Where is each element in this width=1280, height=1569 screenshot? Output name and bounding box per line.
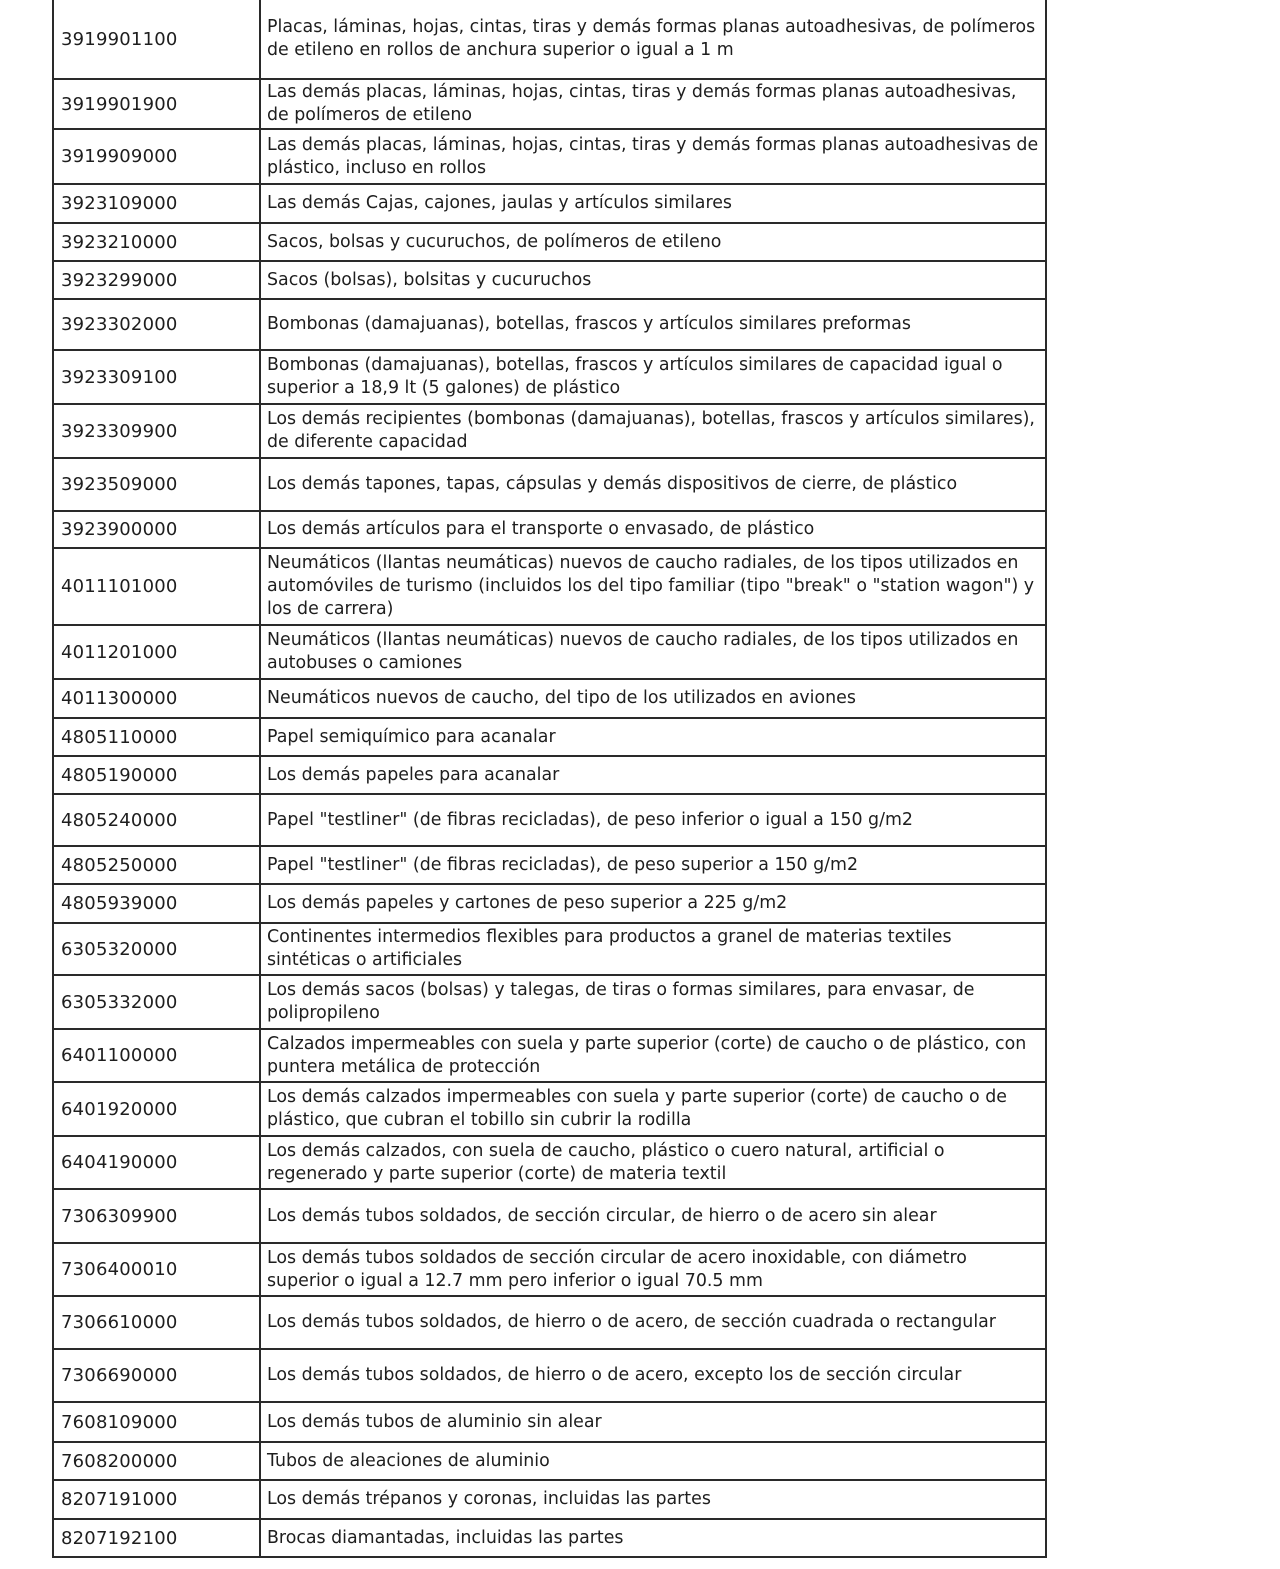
product-description: Brocas diamantadas, incluidas las partes [260,1519,1046,1557]
tariff-code: 4805939000 [53,884,260,923]
product-description: Los demás papeles y cartones de peso superior a 225 g/m2 [260,884,1046,923]
tariff-code: 4805190000 [53,756,260,794]
table-row [53,299,1046,350]
table-row [53,884,1046,923]
table-row [53,511,1046,548]
product-description: Los demás calzados impermeables con suela y parte superior (corte) de caucho o de plástico, que cubran el tobillo sin cubrir la rodilla [260,1082,1046,1136]
tariff-code: 3919909000 [53,129,260,184]
table-row [53,1189,1046,1243]
product-description: Bombonas (damajuanas), botellas, frascos y artículos similares de capacidad igual o superior a 18,9 lt (5 galones) de plástico [260,350,1046,404]
tariff-code: 3923302000 [53,299,260,350]
product-description: Neumáticos (llantas neumáticas) nuevos de caucho radiales, de los tipos utilizados en automóviles de turismo (incluidos los del tipo familiar (tipo "break" o "station wagon") y los de carrera) [260,548,1046,625]
product-description: Los demás tubos soldados de sección circular de acero inoxidable, con diámetro superior o igual a 12.7 mm pero inferior o igual 70.5 mm [260,1243,1046,1296]
tariff-code: 6404190000 [53,1136,260,1189]
tariff-code: 7306400010 [53,1243,260,1296]
table-row [53,1082,1046,1136]
product-description: Los demás tubos soldados, de hierro o de acero, de sección cuadrada o rectangular [260,1296,1046,1349]
tariff-code: 4011101000 [53,548,260,625]
product-description: Tubos de aleaciones de aluminio [260,1442,1046,1480]
table-row [53,923,1046,975]
table-row [53,223,1046,261]
product-description: Placas, láminas, hojas, cintas, tiras y demás formas planas autoadhesivas, de polímeros de etileno en rollos de anchura superior o igual a 1 m [260,0,1046,79]
table-row [53,718,1046,756]
table-row [53,756,1046,794]
product-description: Los demás recipientes (bombonas (damajuanas), botellas, frascos y artículos similares), de diferente capacidad [260,404,1046,458]
tariff-code: 6401100000 [53,1029,260,1082]
tariff-code: 3923509000 [53,458,260,511]
table-row [53,0,1046,79]
table-row [53,404,1046,458]
product-description: Los demás calzados, con suela de caucho, plástico o cuero natural, artificial o regenerado y parte superior (corte) de materia textil [260,1136,1046,1189]
product-description: Neumáticos nuevos de caucho, del tipo de los utilizados en aviones [260,679,1046,718]
tariff-code: 4011201000 [53,625,260,679]
product-description: Papel semiquímico para acanalar [260,718,1046,756]
tariff-code: 4805250000 [53,846,260,884]
table-row [53,1243,1046,1296]
tariff-code: 3919901900 [53,79,260,129]
table-row [53,261,1046,299]
tariff-code: 4805110000 [53,718,260,756]
table-row [53,679,1046,718]
table-row [53,1349,1046,1402]
product-description: Sacos (bolsas), bolsitas y cucuruchos [260,261,1046,299]
tariff-code: 8207191000 [53,1480,260,1519]
table-row [53,794,1046,846]
product-description: Los demás sacos (bolsas) y talegas, de tiras o formas similares, para envasar, de polipropileno [260,975,1046,1029]
tariff-code: 3923210000 [53,223,260,261]
table-row [53,1442,1046,1480]
product-description: Los demás artículos para el transporte o envasado, de plástico [260,511,1046,548]
tariff-code: 3919901100 [53,0,260,79]
table-row [53,184,1046,223]
table-row [53,458,1046,511]
product-description: Los demás tubos soldados, de hierro o de acero, excepto los de sección circular [260,1349,1046,1402]
table-row [53,1402,1046,1442]
tariff-code: 3923109000 [53,184,260,223]
table-row [53,975,1046,1029]
product-description: Los demás tubos de aluminio sin alear [260,1402,1046,1442]
tariff-code: 3923309900 [53,404,260,458]
tariff-code: 7608109000 [53,1402,260,1442]
tariff-code: 6305320000 [53,923,260,975]
tariff-code: 7608200000 [53,1442,260,1480]
product-description: Los demás tapones, tapas, cápsulas y demás dispositivos de cierre, de plástico [260,458,1046,511]
product-description: Bombonas (damajuanas), botellas, frascos y artículos similares preformas [260,299,1046,350]
tariff-code: 4805240000 [53,794,260,846]
product-description: Las demás Cajas, cajones, jaulas y artículos similares [260,184,1046,223]
product-description: Neumáticos (llantas neumáticas) nuevos de caucho radiales, de los tipos utilizados en autobuses o camiones [260,625,1046,679]
product-description: Los demás papeles para acanalar [260,756,1046,794]
product-description: Papel "testliner" (de fibras recicladas), de peso inferior o igual a 150 g/m2 [260,794,1046,846]
tariff-code: 7306690000 [53,1349,260,1402]
tariff-code: 7306309900 [53,1189,260,1243]
table-row [53,350,1046,404]
product-description: Los demás tubos soldados, de sección circular, de hierro o de acero sin alear [260,1189,1046,1243]
tariff-table [52,0,1047,1558]
tariff-code: 8207192100 [53,1519,260,1557]
table-row [53,1296,1046,1349]
table-row [53,846,1046,884]
tariff-code: 6401920000 [53,1082,260,1136]
table-row [53,1519,1046,1557]
table-row [53,1480,1046,1519]
tariff-code: 3923900000 [53,511,260,548]
product-description: Sacos, bolsas y cucuruchos, de polímeros de etileno [260,223,1046,261]
product-description: Las demás placas, láminas, hojas, cintas, tiras y demás formas planas autoadhesivas de plástico, incluso en rollos [260,129,1046,184]
product-description: Calzados impermeables con suela y parte superior (corte) de caucho o de plástico, con puntera metálica de protección [260,1029,1046,1082]
product-description: Las demás placas, láminas, hojas, cintas, tiras y demás formas planas autoadhesivas, de polímeros de etileno [260,79,1046,129]
product-description: Continentes intermedios flexibles para productos a granel de materias textiles sintéticas o artificiales [260,923,1046,975]
table-row [53,1029,1046,1082]
table-row [53,1136,1046,1189]
table-row [53,129,1046,184]
tariff-code: 3923309100 [53,350,260,404]
tariff-code: 3923299000 [53,261,260,299]
tariff-code: 7306610000 [53,1296,260,1349]
tariff-code: 4011300000 [53,679,260,718]
tariff-code: 6305332000 [53,975,260,1029]
product-description: Papel "testliner" (de fibras recicladas), de peso superior a 150 g/m2 [260,846,1046,884]
product-description: Los demás trépanos y coronas, incluidas las partes [260,1480,1046,1519]
table-row [53,625,1046,679]
table-row [53,79,1046,129]
table-row [53,548,1046,625]
